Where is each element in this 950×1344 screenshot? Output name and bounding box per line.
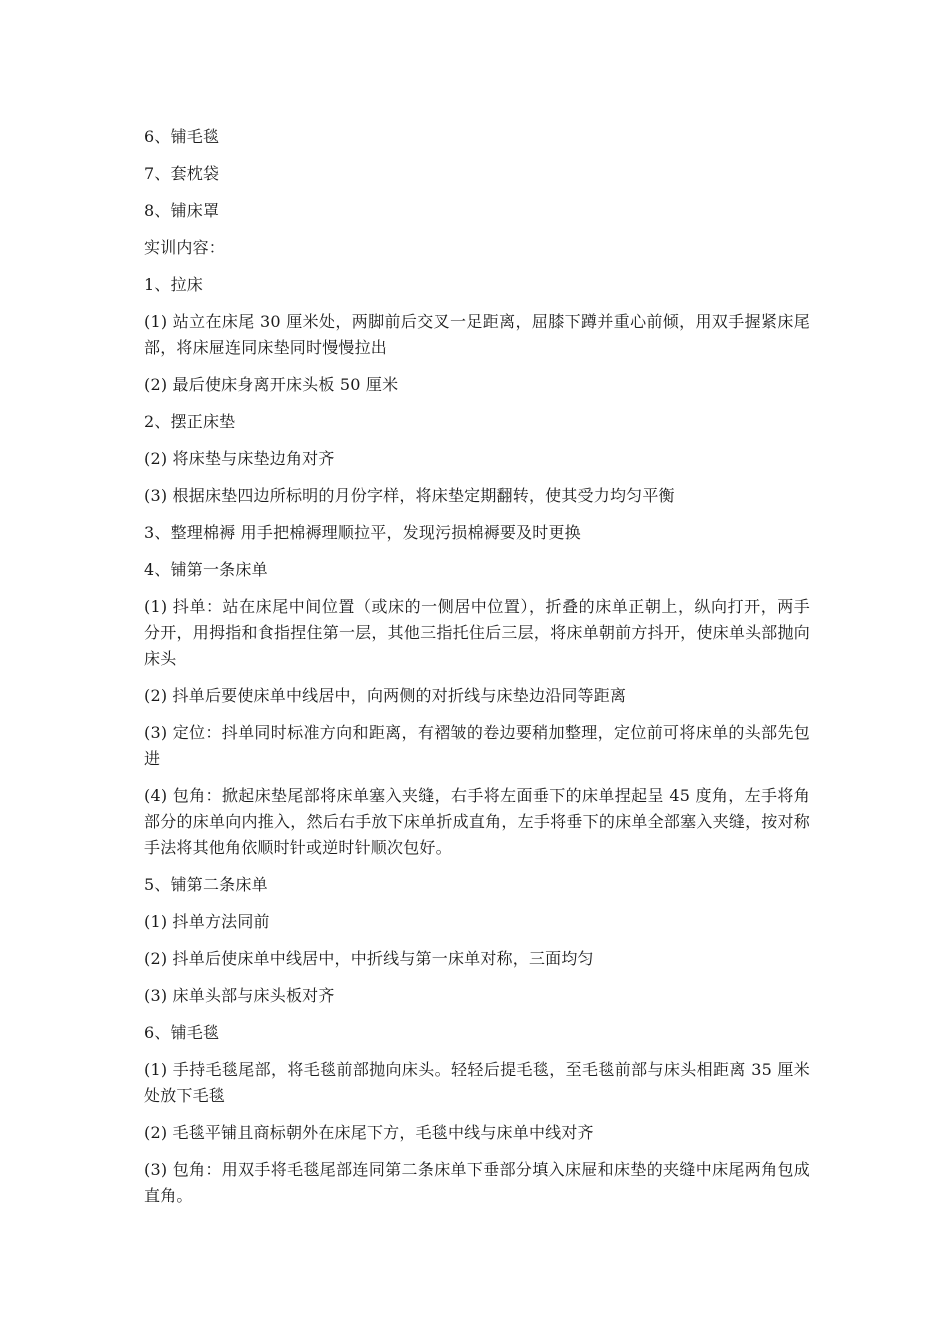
document-body xyxy=(144,124,810,1220)
list-item-heading: 6、铺毛毯 xyxy=(144,1023,220,1042)
list-item-heading: 8、铺床罩 xyxy=(144,201,220,220)
list-item-heading: 4、铺第一条床单 xyxy=(144,560,268,579)
paragraph: (3) 根据床垫四边所标明的月份字样，将床垫定期翻转，使其受力均匀平衡 xyxy=(144,486,675,505)
paragraph: (1) 手持毛毯尾部，将毛毯前部抛向床头。轻轻后提毛毯，至毛毯前部与床头相距离 35 厘米处放下毛毯 xyxy=(144,1060,810,1105)
paragraph: (2) 将床垫与床垫边角对齐 xyxy=(144,449,335,468)
paragraph: (1) 抖单方法同前 xyxy=(144,912,270,931)
list-item-heading: 5、铺第二条床单 xyxy=(144,875,268,894)
paragraph: (2) 抖单后使床单中线居中，中折线与第一床单对称，三面均匀 xyxy=(144,949,594,968)
list-item-heading: 6、铺毛毯 xyxy=(144,127,220,146)
list-item-heading: 2、摆正床垫 xyxy=(144,412,236,431)
list-item-heading: 7、套枕袋 xyxy=(144,164,220,183)
paragraph: (1) 站立在床尾 30 厘米处，两脚前后交叉一足距离，屈膝下蹲并重心前倾，用双手握紧床尾部，将床屉连同床垫同时慢慢拉出 xyxy=(144,312,810,357)
paragraph: (2) 毛毯平铺且商标朝外在床尾下方，毛毯中线与床单中线对齐 xyxy=(144,1123,594,1142)
paragraph: (4) 包角：掀起床垫尾部将床单塞入夹缝，右手将左面垂下的床单捏起呈 45 度角，左手将角部分的床单向内推入，然后右手放下床单折成直角，左手将垂下的床单全部塞入夹缝，按对称手法将其他角依顺时针或逆时针顺次包好。 xyxy=(144,786,810,857)
paragraph: (3) 包角：用双手将毛毯尾部连同第二条床单下垂部分填入床屉和床垫的夹缝中床尾两角包成直角。 xyxy=(144,1160,810,1205)
paragraph: (2) 抖单后要使床单中线居中，向两侧的对折线与床垫边沿同等距离 xyxy=(144,686,627,705)
list-item-heading: 3、整理棉褥 用手把棉褥理顺拉平，发现污损棉褥要及时更换 xyxy=(144,523,581,542)
list-item-heading: 1、拉床 xyxy=(144,275,203,294)
section-heading: 实训内容： xyxy=(144,238,226,257)
paragraph: (3) 床单头部与床头板对齐 xyxy=(144,986,335,1005)
paragraph: (2) 最后使床身离开床头板 50 厘米 xyxy=(144,375,399,394)
paragraph: (1) 抖单：站在床尾中间位置（或床的一侧居中位置），折叠的床单正朝上，纵向打开，两手分开，用拇指和食指捏住第一层，其他三指托住后三层，将床单朝前方抖开，使床单头部抛向床头 xyxy=(144,597,810,668)
paragraph: (3) 定位：抖单同时标准方向和距离，有褶皱的卷边要稍加整理，定位前可将床单的头部先包进 xyxy=(144,723,810,768)
